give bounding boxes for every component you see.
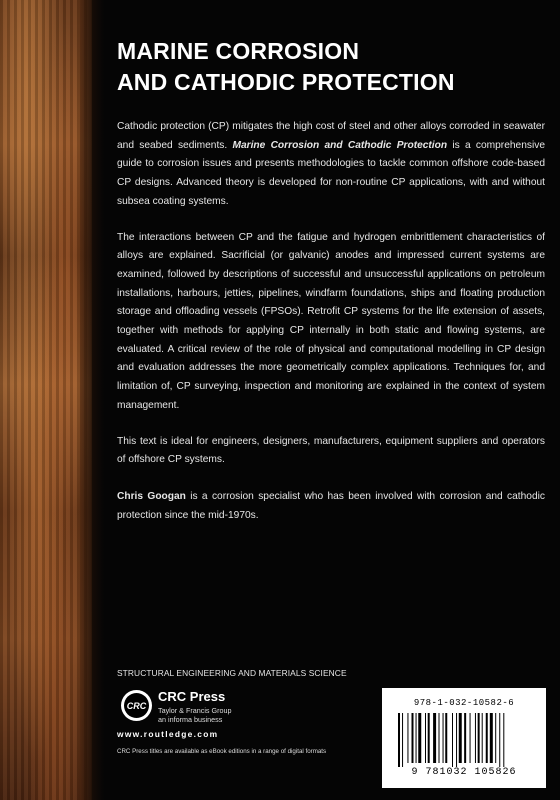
crc-logo-icon [120, 689, 153, 722]
blurb-p1-end: is a comprehensive guide to corrosion issues and presents methodologies to tackle common offshore code-based CP designs. Advanced theory is developed for non-routine CP applications, with and without subsea coating systems. [117, 139, 545, 207]
barcode-bar [470, 713, 471, 763]
rusted-steel-image [0, 0, 92, 800]
blurb [117, 118, 545, 487]
barcode-bars [396, 713, 532, 767]
barcode-digits: 9 781032 105826 [411, 767, 517, 778]
imprint-line-2: an informa business [158, 715, 223, 724]
blurb-paragraph-2: The interactions between CP and the fatigue and hydrogen embrittlement characteristics of alloys are explained. Sacrificial (or galvanic) anodes and impressed current systems are examined, followed by descriptions of successful and unsuccessful applications on petroleum installations, harbours, jetties, pipelines, windfarm foundations, ships and floating production storage and offloading vessels (FPSOs). Retrofit CP systems for the life extension of assets, together with methods for applying CP internally in both static and flowing systems, are evaluated. A critical review of the role of physical and computational modelling in CP design and evaluation addresses the more geometrically complex applications. Techniques for, and limitation of, CP surveying, inspection and monitoring are explained in the context of system management. [117, 231, 545, 411]
author-bio [117, 488, 545, 525]
barcode-bar [478, 713, 480, 763]
title-line-1: MARINE CORROSION [117, 38, 360, 64]
barcode-bar [418, 713, 421, 763]
blurb-p1-title: Marine Corrosion and Cathodic Protection [232, 139, 448, 151]
barcode-bar [425, 713, 426, 763]
barcode-bar [398, 713, 400, 767]
blurb-paragraph-1 [117, 118, 545, 212]
imprint-line-1: Taylor & Francis Group [158, 706, 232, 715]
website-link[interactable]: www.routledge.com [117, 729, 219, 739]
blurb-paragraph-3: This text is ideal for engineers, designers, manufacturers, equipment suppliers and operators of offshore CP systems. [117, 435, 545, 466]
isbn-barcode [382, 688, 546, 788]
barcode-bar [416, 713, 417, 763]
title-line-2: AND CATHODIC PROTECTION [117, 69, 455, 95]
blurb-p1-start: Cathodic protection (CP) mitigates the high cost of steel and other alloys corroded in seawater and seabed sediments. [117, 121, 545, 151]
barcode-bar [402, 713, 403, 767]
ebook-note: CRC Press titles are available as eBook editions in a range of digital formats [117, 748, 327, 755]
barcode-bar [459, 713, 462, 763]
author-name: Chris Googan [117, 491, 186, 502]
barcode-bar [428, 713, 430, 763]
author-bio-text: is a corrosion specialist who has been involved with corrosion and cathodic protection since the mid-1970s. [117, 491, 545, 521]
image-fade [80, 0, 104, 800]
barcode-bar [475, 713, 476, 763]
barcode-bar [433, 713, 436, 763]
publisher-logo [120, 687, 270, 733]
subject-category: STRUCTURAL ENGINEERING AND MATERIALS SCIENCE [117, 668, 347, 678]
barcode-bar [443, 713, 444, 763]
publisher-name: CRC Press [158, 689, 226, 704]
barcode-bar [456, 713, 457, 767]
barcode-bar [407, 713, 408, 763]
barcode-bar [452, 713, 453, 767]
isbn-text: 978-1-032-10582-6 [413, 698, 515, 708]
barcode-bar [445, 713, 447, 763]
logo-mark-text: CRC [126, 701, 147, 711]
barcode-bar [439, 713, 440, 763]
barcode-bar [499, 713, 500, 767]
barcode-bar [412, 713, 414, 763]
barcode-bar [490, 713, 493, 763]
barcode-bar [503, 713, 504, 767]
barcode-bar [486, 713, 488, 763]
barcode-bar [482, 713, 483, 763]
barcode-bar [464, 713, 466, 763]
book-title [117, 36, 537, 98]
barcode-bar [495, 713, 496, 763]
